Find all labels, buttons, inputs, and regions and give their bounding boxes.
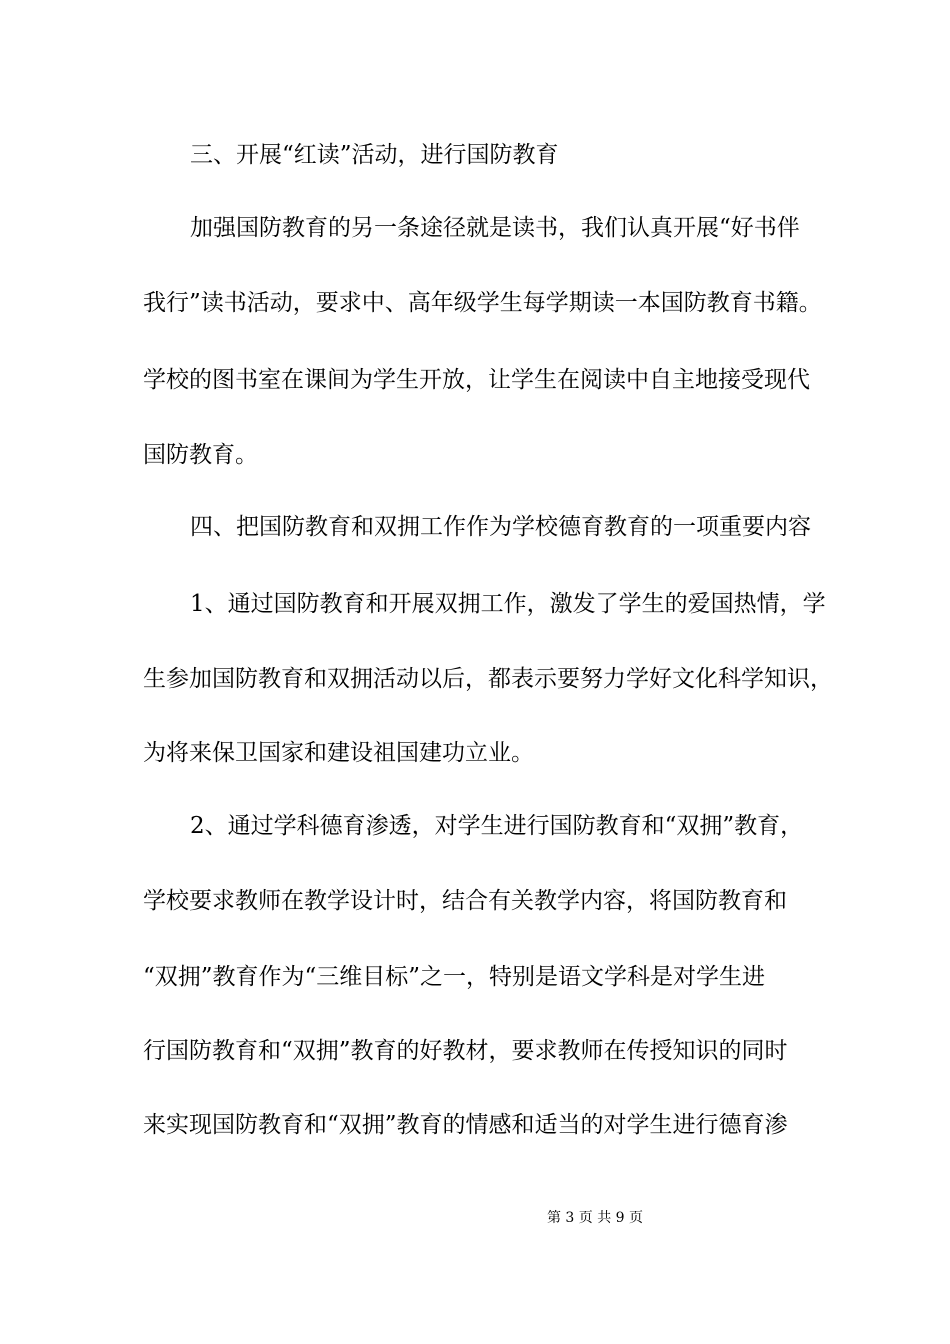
section-heading-4: 四、把国防教育和双拥工作作为学校德育教育的一项重要内容 <box>190 514 811 540</box>
paragraph-line: 学校的图书室在课间为学生开放，让学生在阅读中自主地接受现代 <box>143 367 810 393</box>
paragraph-line: 生参加国防教育和双拥活动以后，都表示要努力学好文化科学知识， <box>143 666 833 692</box>
paragraph-line: 1、通过国防教育和开展双拥工作，激发了学生的爱国热情，学 <box>190 591 826 617</box>
paragraph-line: 行国防教育和“双拥”教育的好教材，要求教师在传授知识的同时 <box>143 1038 788 1064</box>
paragraph-line: 我行”读书活动，要求中、高年级学生每学期读一本国防教育书籍。 <box>143 290 822 316</box>
page-number-footer: 第 3 页 共 9 页 <box>546 1210 644 1226</box>
paragraph-line: 加强国防教育的另一条途径就是读书，我们认真开展“好书伴 <box>190 215 800 241</box>
paragraph-line: 国防教育。 <box>143 442 258 468</box>
paragraph-line: “双拥”教育作为“三维目标”之一，特别是语文学科是对学生进 <box>143 964 766 990</box>
paragraph-line: 2、通过学科德育渗透，对学生进行国防教育和“双拥”教育， <box>190 813 804 839</box>
paragraph-line: 为将来保卫国家和建设祖国建功立业。 <box>143 740 534 766</box>
paragraph-line: 来实现国防教育和“双拥”教育的情感和适当的对学生进行德育渗 <box>143 1112 788 1138</box>
section-heading-3: 三、开展“红读”活动，进行国防教育 <box>190 142 559 168</box>
paragraph-line: 学校要求教师在教学设计时，结合有关教学内容，将国防教育和 <box>143 888 787 914</box>
